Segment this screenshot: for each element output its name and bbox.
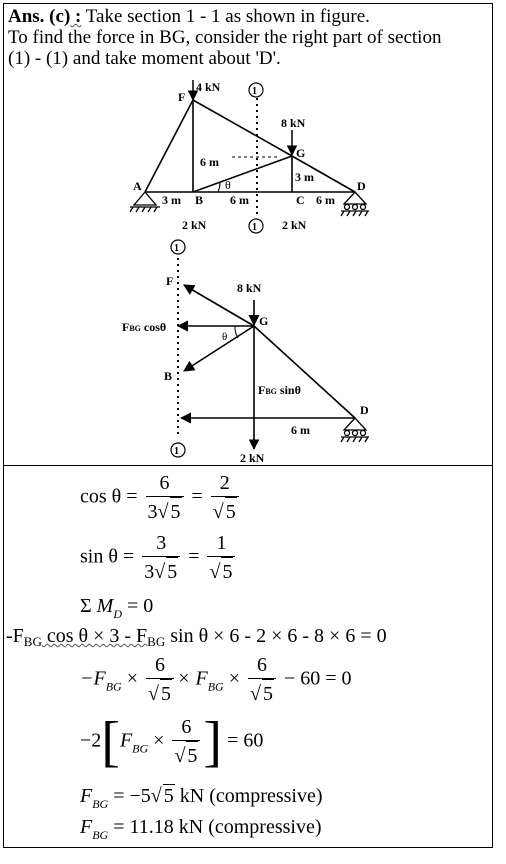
eq-bracket-times: × [148,729,165,752]
intro-line2: To find the force in BG, consider the right part of section [8,27,442,48]
eq-bracket-f: F [119,729,133,752]
label-node-c: C [296,193,305,207]
eq-result2-f: F [80,816,93,838]
support-d [341,192,369,216]
fbd-label-load-g: 8 kN [237,281,262,295]
eq-moment-prefix: -F [6,625,24,647]
eq-bracket-sub: BG [132,741,149,756]
eq-expand-d2: 5 [262,679,274,708]
fbd-label-fbg-sin-rest: sinθ [276,383,301,397]
eq-cos-d1b: 5 [170,497,182,526]
fbd-label-node-g: G [259,314,269,328]
eq-sin-n1: 3 [142,530,180,557]
label-load-c: 2 kN [282,218,307,232]
eq-expand-pre: −F [80,667,106,690]
eq-expand-sub2: BG [207,679,224,694]
label-node-a: A [133,179,142,193]
fbd-label-dim-6m: 6 m [291,423,310,437]
eq-cos-n1: 6 [146,470,184,497]
eq-result1-sub: BG [92,797,109,811]
eq-expand-times2: × F [176,667,208,690]
fbd-label-node-b: B [164,369,173,383]
eq-bracket-pre: −2 [80,729,102,752]
eq-sin-lhs: sin θ = [80,545,135,568]
label-dim-3m-vert: 3 m [295,170,314,184]
eq-result1-tail: kN (compressive) [174,785,323,807]
member-af [145,100,193,192]
svg-text:FBG sinθ [258,383,301,397]
label-dim-3m: 3 m [162,193,181,207]
label-node-d: D [357,179,366,193]
fbd-label-node-f: F [166,274,174,288]
eq-cos-n2: 2 [211,470,239,497]
eq-expand-sub: BG [105,679,122,694]
eq-result2-tail: = 11.18 kN (compressive) [108,816,322,838]
eq-moment-rest: sin θ × 6 - 2 × 6 - 8 × 6 = 0 [165,625,387,647]
eq-moment-line [6,625,387,650]
fbd-label-fbg-cos-sub: BG [129,324,141,333]
label-dim-6m-bc: 6 m [230,193,249,207]
eq-expand-times3: × [223,667,240,690]
eq-result-1: $F_{BG} = -5√$ 5 kN (compressive) [80,785,323,811]
fbd-label-load-2kn: 2 kN [240,451,265,465]
eq-moment-sub2: BG [147,634,166,649]
free-body-diagram [122,240,369,465]
svg-text:FBG cosθ [122,320,166,334]
fbd-member-gd [254,326,355,418]
eq-moment-sub1: BG [23,634,42,649]
label-section-top: 1 [252,86,257,97]
answer-label: Ans. (c) [8,6,71,27]
eq-result1-rad: 5 [163,785,174,807]
eq-result-2 [80,816,322,843]
member-fg [193,100,292,156]
eq-moment-mid: cos θ × 3 - F [41,625,148,647]
support-a [130,192,160,212]
eq-result1-f: F [80,785,93,807]
eq-cos-lhs: cos θ = [80,485,138,508]
eq-bracket: $-2[F_{BG}$ × $\frac{6}{√ 5}$ ] = 60 [80,711,264,773]
eq-expand: $-F_{BG}$ × $\frac{6}{√ 5}$ × $F_{BG}$ × $\frac{6}{√ 5}$ − 60 = 0 [80,652,352,708]
fbd-label-node-d: D [360,403,369,417]
eq-sum-rhs: = 0 [121,595,154,617]
eq-sin-n2: 1 [207,530,235,557]
label-dim-6m-top: 6 m [200,155,219,169]
eq-sum-m: M [96,595,114,617]
eq-expand-n: 6 [146,652,174,679]
eq-sin-d2: 5 [221,557,233,586]
eq-result2-sub: BG [92,828,109,842]
fbd-label-fbg-cos-f: F [122,320,130,334]
eq-bracket-d: 5 [186,741,198,770]
eq-expand-times: × [121,667,138,690]
intro-line3: (1) - (1) and take moment about 'D'. [8,48,281,69]
eq-sum-symbol: Σ [80,595,92,617]
eq-sum-moments [80,595,153,622]
eq-cos-d1a: 3 [147,501,158,523]
eq-sin-d1b: 5 [166,557,178,586]
eq-cos-eq: = [191,485,203,508]
eq-sum-sub: D [113,607,122,621]
eq-sin: sin θ = $\frac{3}{3√ 5}$ = $\frac{1}{√ 5}$ [80,530,238,586]
label-load-f: 4 kN [196,80,221,94]
label-load-b: 2 kN [182,218,207,232]
eq-sin-eq: = [188,545,200,568]
eq-cos-d2: 5 [225,497,237,526]
eq-result1-eq: = −5 [108,785,151,807]
fbd-force-gb [184,326,254,371]
label-load-g: 8 kN [281,116,306,130]
eq-expand-tail: − 60 = 0 [278,667,352,690]
fbd-label-section-bottom: 1 [174,446,179,457]
eq-cos: cos θ = $\frac{6}{3√ 5}$ = $\frac{2}{√ 5}$ [80,470,242,526]
fbd-support-d [341,418,369,442]
fbd-label-fbg-sin-f: F [258,383,266,397]
eq-expand-d: 5 [160,679,172,708]
label-theta: θ [225,178,231,192]
label-node-b: B [195,193,204,207]
label-node-g: G [296,146,306,160]
eq-sin-d1a: 3 [144,561,155,583]
eq-expand-n2: 6 [248,652,276,679]
label-section-bottom: 1 [252,222,257,233]
eq-bracket-tail: = 60 [222,729,264,752]
answer-colon: : [70,6,82,27]
fbd-label-fbg-sin-sub: BG [265,387,277,396]
fbd-label-fbg-cos-rest: cosθ [140,320,167,334]
label-node-f: F [178,90,186,104]
eq-bracket-n: 6 [172,714,200,741]
fbd-label-section-top: 1 [174,243,179,254]
intro-line1: Take section 1 - 1 as shown in figure. [81,6,370,27]
label-dim-6m-cd: 6 m [316,193,335,207]
fbd-label-theta: θ [222,331,228,343]
